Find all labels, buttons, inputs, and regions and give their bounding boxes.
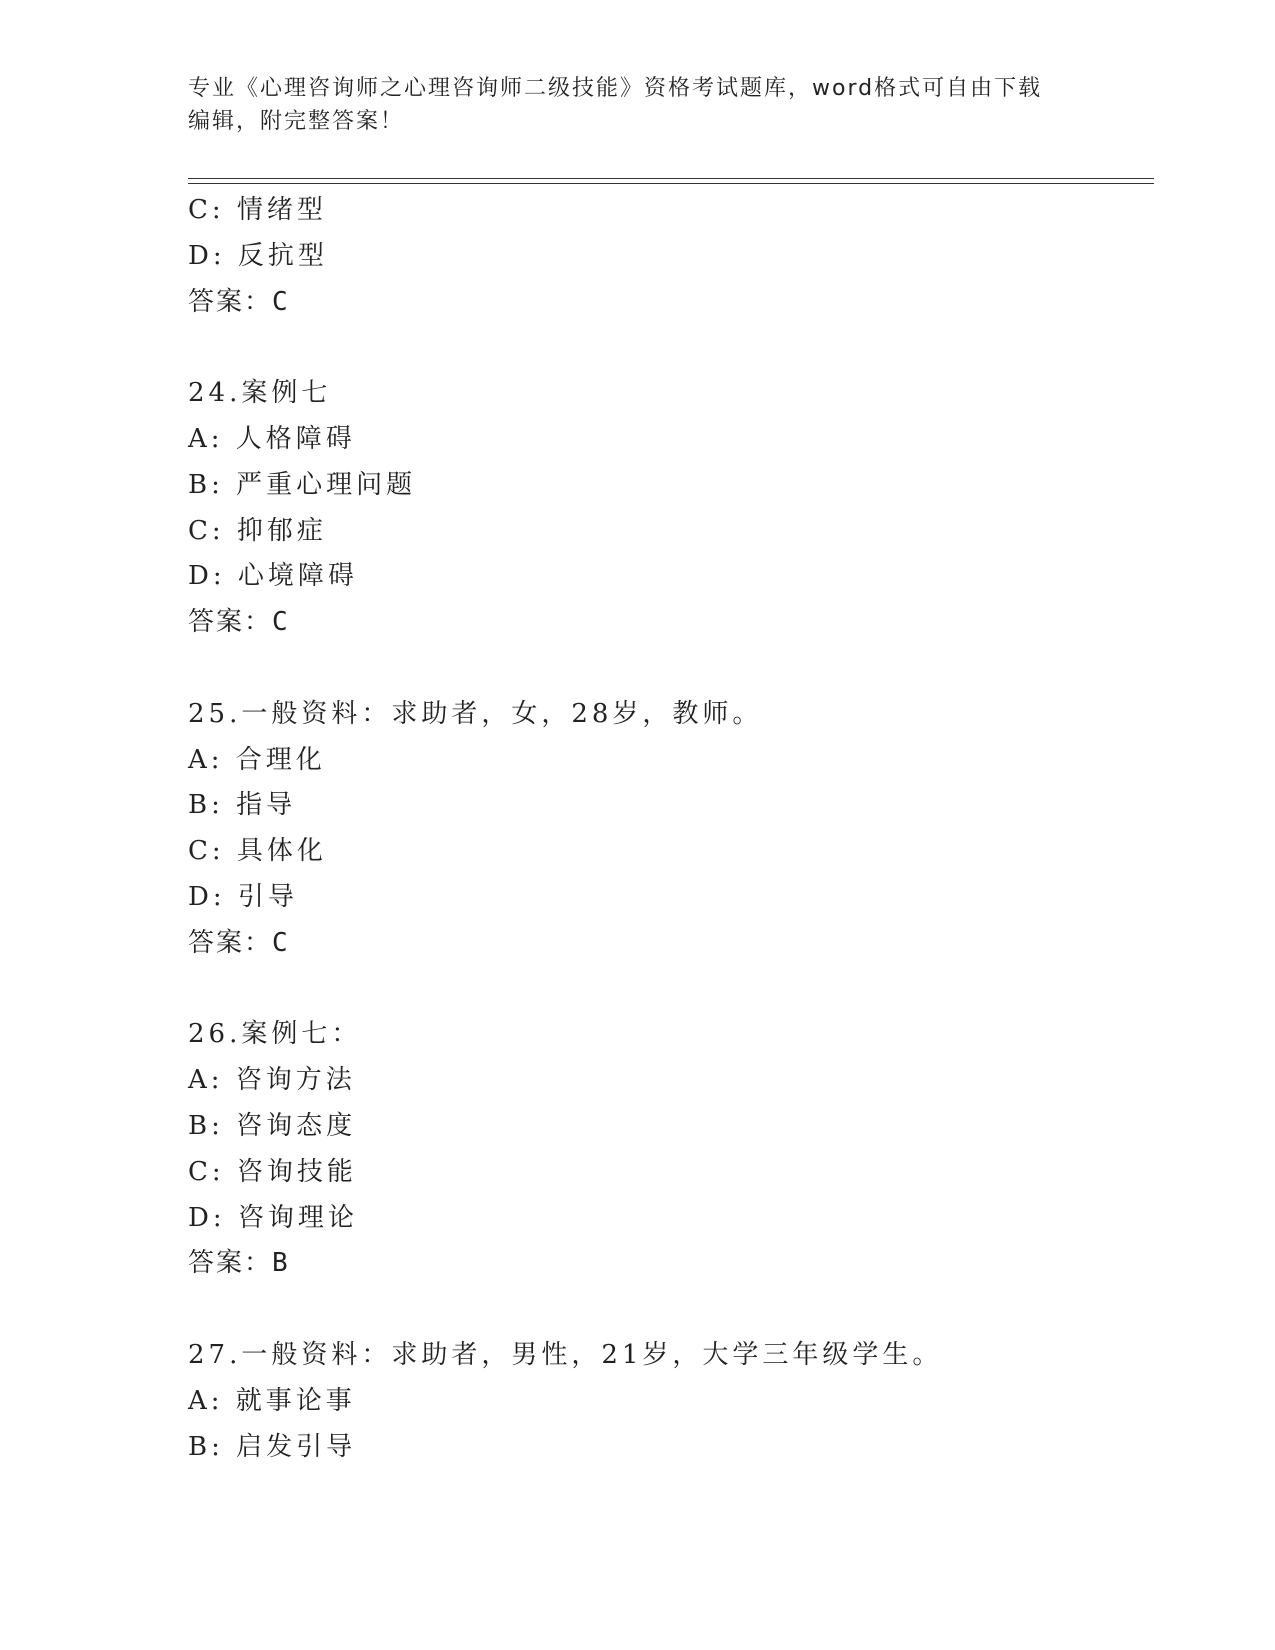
- q25-stem: 25.一般资料：求助者，女，28岁，教师。: [188, 698, 763, 729]
- q27-option-a: A: 就事论事: [188, 1385, 356, 1416]
- q24-option-c: C: 抑郁症: [188, 515, 327, 546]
- q26-answer: [188, 1241, 1148, 1287]
- answer-label: 答案：: [188, 607, 273, 638]
- answer-label: 答案：: [188, 1248, 273, 1279]
- answer-label: 答案：: [188, 286, 273, 317]
- answer-value: B: [272, 1248, 289, 1279]
- spacer: [188, 646, 1148, 692]
- q25-answer: [188, 921, 1148, 967]
- q25-option-b: B: 指导: [188, 790, 297, 821]
- q27-option-b: B: 启发引导: [188, 1431, 357, 1462]
- spacer: [188, 1287, 1148, 1333]
- q24-option-a: A: 人格障碍: [188, 423, 356, 454]
- q27-stem: 27.一般资料：求助者，男性，21岁，大学三年级学生。: [188, 1339, 943, 1370]
- header-line-1: 专业《心理咨询师之心理咨询师二级技能》资格考试题库，word格式可自由下载: [188, 76, 1043, 101]
- q26-option-c: C: 咨询技能: [188, 1156, 357, 1187]
- q24-answer: [188, 600, 1148, 646]
- q26-option-d: D: 咨询理论: [188, 1202, 358, 1233]
- q25-option-d: D: 引导: [188, 881, 298, 912]
- answer-value: C: [272, 286, 289, 317]
- q23-option-c: C: 情绪型: [188, 195, 327, 225]
- q25-option-a: A: 合理化: [188, 744, 326, 775]
- q26-option-a: A: 咨询方法: [188, 1065, 356, 1096]
- header-divider-top: [188, 178, 1154, 179]
- q26-option-b: B: 咨询态度: [188, 1110, 357, 1141]
- document-header: [188, 72, 1088, 138]
- q24-option-b: B: 严重心理问题: [188, 469, 417, 500]
- q23-option-d: D: 反抗型: [188, 240, 328, 271]
- spacer: [188, 325, 1148, 371]
- question-list: [188, 188, 1148, 1470]
- header-line-2: 编辑，附完整答案！: [188, 109, 405, 134]
- q23-answer: [188, 280, 1148, 326]
- q24-stem: 24.案例七: [188, 378, 332, 409]
- header-divider-bottom: [188, 183, 1154, 184]
- q24-option-d: D: 心境障碍: [188, 561, 358, 592]
- q26-stem: 26.案例七：: [188, 1019, 362, 1050]
- spacer: [188, 967, 1148, 1013]
- q25-option-c: C: 具体化: [188, 836, 327, 867]
- answer-value: C: [272, 607, 289, 638]
- answer-value: C: [272, 927, 289, 958]
- answer-label: 答案：: [188, 927, 273, 958]
